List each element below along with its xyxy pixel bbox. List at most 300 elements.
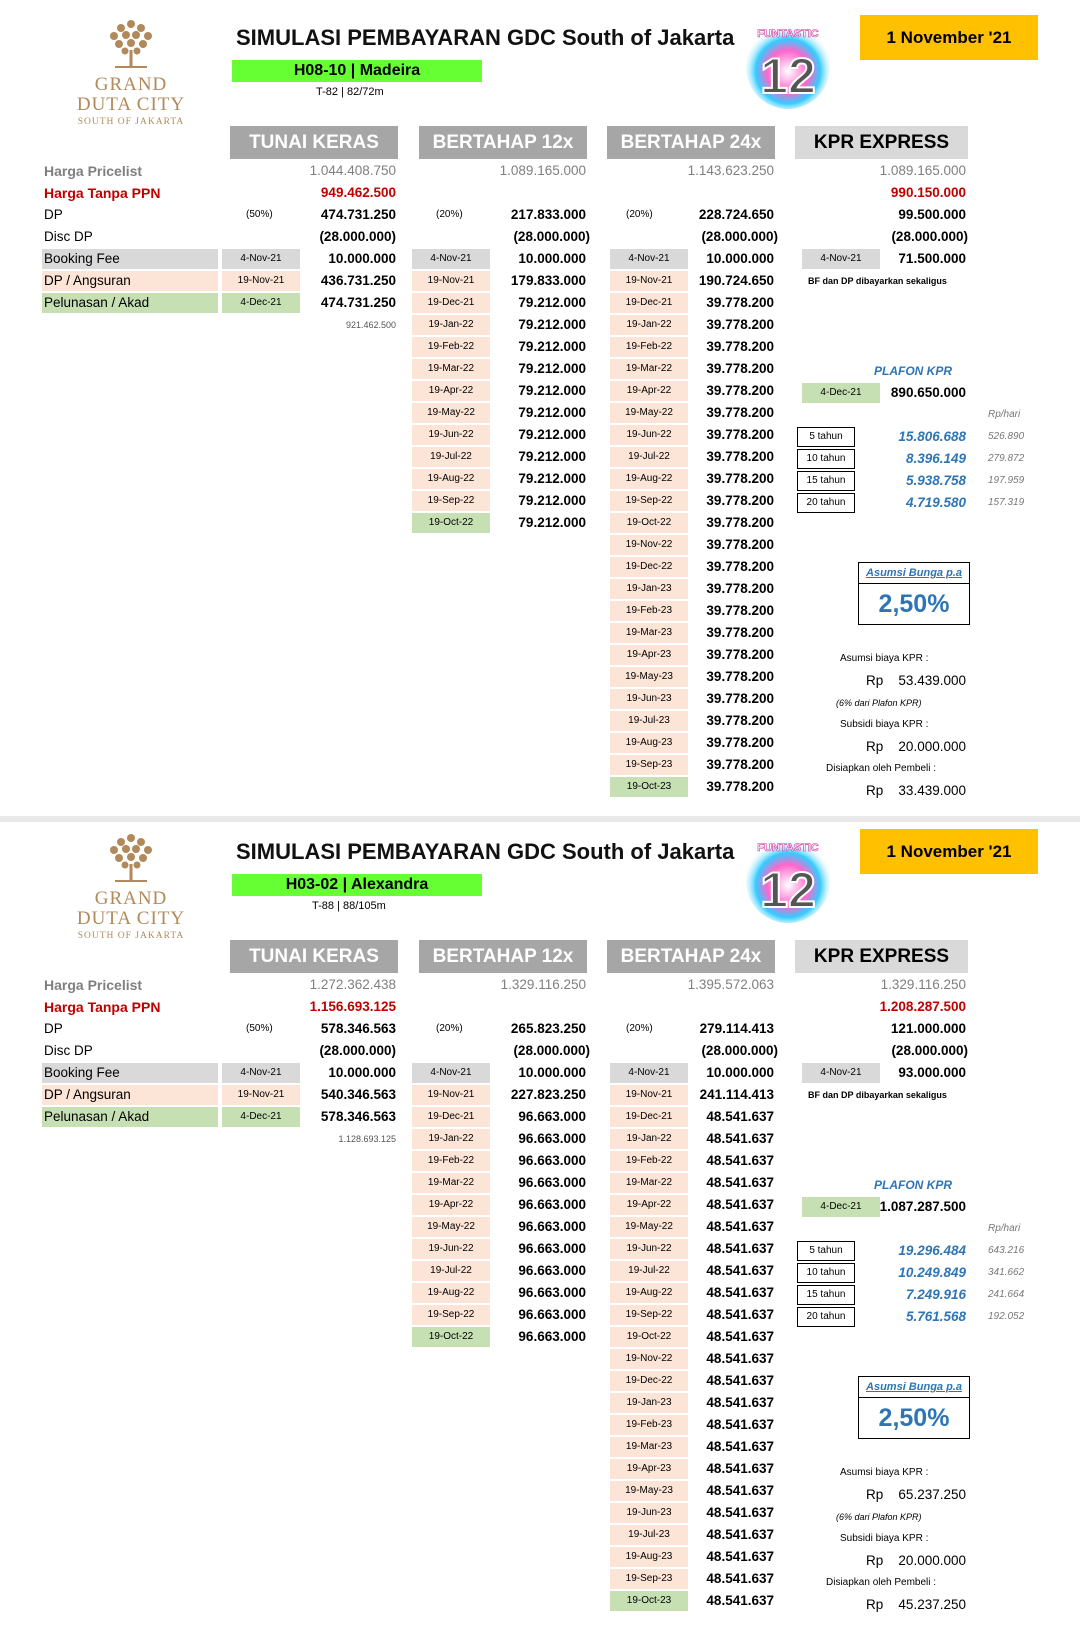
b12-disc-dp: (28.000.000): [513, 229, 590, 244]
interest-rate-box: [858, 562, 970, 625]
b12-angsuran: 227.823.250: [510, 1087, 586, 1102]
tunai-bf-date: 4-Nov-21: [222, 1063, 300, 1083]
b12-dp-percent: (20%): [436, 209, 463, 220]
b24-installment-amount: 48.541.637: [706, 1263, 774, 1278]
b12-installment-amount: 96.663.000: [518, 1131, 586, 1146]
b12-installment-date: 19-Oct-22: [412, 513, 490, 533]
logo-line-3: SOUTH OF JAKARTA: [77, 117, 185, 127]
b24-installment-date: 19-Dec-21: [610, 293, 688, 313]
tunai-akad: 474.731.250: [320, 295, 396, 310]
tunai-disc-dp: (28.000.000): [319, 1043, 396, 1058]
kpr-tenor-label: 15 tahun: [797, 1285, 855, 1305]
subsidy-rp: Rp: [866, 739, 884, 754]
b24-installment-amount: 39.778.200: [706, 471, 774, 486]
b24-installment-amount: 48.541.637: [706, 1571, 774, 1586]
b24-installment-date: 19-Jul-23: [610, 711, 688, 731]
b24-installment-amount: 48.541.637: [706, 1373, 774, 1388]
b12-disc-dp: (28.000.000): [513, 1043, 590, 1058]
b24-installment-amount: 39.778.200: [706, 537, 774, 552]
svg-text:FUNTASTIC: FUNTASTIC: [757, 28, 819, 40]
b24-installment-amount: 39.778.200: [706, 581, 774, 596]
label-booking-fee: Booking Fee: [42, 249, 218, 269]
kpr-plafon: 890.650.000: [890, 385, 966, 400]
b24-angsuran-date: 19-Nov-21: [610, 1085, 688, 1105]
b12-installment-amount: 96.663.000: [518, 1329, 586, 1344]
subsidy-label: Subsidi biaya KPR :: [840, 1533, 929, 1544]
b24-installment-amount: 48.541.637: [706, 1109, 774, 1124]
b24-bf-date: 4-Nov-21: [610, 249, 688, 269]
b24-installment-amount: 39.778.200: [706, 603, 774, 618]
sheet-title: SIMULASI PEMBAYARAN GDC South of Jakarta: [236, 25, 735, 50]
b12-angsuran-date: 19-Nov-21: [412, 271, 490, 291]
kpr-pricelist: 1.329.116.250: [880, 977, 966, 992]
b24-dp-percent: (20%): [626, 209, 653, 220]
b12-bf-date: 4-Nov-21: [412, 1063, 490, 1083]
buyer-rp: Rp: [866, 783, 884, 798]
b24-installment-amount: 48.541.637: [706, 1461, 774, 1476]
b12-installment-date: 19-Feb-22: [412, 1151, 490, 1171]
b12-installment-date: 19-Aug-22: [412, 469, 490, 489]
b12-installment-date: 19-Oct-22: [412, 1327, 490, 1347]
b12-angsuran: 179.833.000: [510, 273, 586, 288]
b12-installment-amount: 96.663.000: [518, 1153, 586, 1168]
b24-installment-date: 19-Oct-23: [610, 1591, 688, 1611]
b12-pricelist: 1.089.165.000: [499, 163, 586, 178]
kpr-monthly-installment: 4.719.580: [905, 495, 966, 510]
rate-value: 2,50%: [878, 590, 950, 618]
cost-note: (6% dari Plafon KPR): [836, 698, 922, 708]
b24-angsuran: 241.114.413: [699, 1087, 774, 1102]
b24-pricelist: 1.143.623.250: [687, 163, 774, 178]
kpr-plafon: 1.087.287.500: [879, 1199, 966, 1214]
header-bertahap-24x: BERTAHAP 24x: [607, 126, 775, 159]
tree-logo-icon: [101, 828, 161, 884]
header-kpr-express: KPR EXPRESS: [795, 940, 968, 973]
kpr-plafon-date: 4-Dec-21: [802, 1197, 880, 1217]
header-tunai-keras: TUNAI KERAS: [230, 940, 398, 973]
b12-pricelist: 1.329.116.250: [500, 977, 586, 992]
tunai-dp: 578.346.563: [320, 1021, 396, 1036]
b24-installment-date: 19-Jun-23: [610, 689, 688, 709]
b24-installment-date: 19-Jan-23: [610, 1393, 688, 1413]
subsidy-label: Subsidi biaya KPR :: [840, 719, 929, 730]
header-bertahap-12x: BERTAHAP 12x: [419, 126, 587, 159]
logo-line-3: SOUTH OF JAKARTA: [77, 931, 185, 941]
rate-label: Asumsi Bunga p.a: [859, 1377, 969, 1398]
b24-installment-date: 19-Aug-22: [610, 1283, 688, 1303]
b24-angsuran-date: 19-Nov-21: [610, 271, 688, 291]
b12-installment-date: 19-Jan-22: [412, 1129, 490, 1149]
label-dp-angsuran: DP / Angsuran: [42, 271, 218, 291]
cost-rp: Rp: [866, 1487, 884, 1502]
b12-dp: 265.823.250: [510, 1021, 586, 1036]
cost-label: Asumsi biaya KPR :: [840, 653, 929, 664]
b24-installment-amount: 39.778.200: [706, 757, 774, 772]
b24-installment-date: 19-Jul-23: [610, 1525, 688, 1545]
b12-installment-date: 19-Aug-22: [412, 1283, 490, 1303]
b24-installment-amount: 39.778.200: [706, 515, 774, 530]
b24-installment-date: 19-Oct-23: [610, 777, 688, 797]
b24-installment-amount: 48.541.637: [706, 1439, 774, 1454]
b24-installment-date: 19-May-22: [610, 403, 688, 423]
b12-installment-amount: 79.212.000: [518, 361, 586, 376]
b24-installment-amount: 39.778.200: [706, 559, 774, 574]
buyer-label: Disiapkan oleh Pembeli :: [826, 1577, 937, 1588]
subsidy-value: 20.000.000: [898, 739, 966, 754]
cost-value: 65.237.250: [898, 1487, 966, 1502]
b12-installment-amount: 96.663.000: [518, 1197, 586, 1212]
b12-installment-amount: 79.212.000: [518, 471, 586, 486]
label-dp-angsuran: DP / Angsuran: [42, 1085, 218, 1105]
label-booking-fee: Booking Fee: [42, 1063, 218, 1083]
b24-installment-amount: 39.778.200: [706, 449, 774, 464]
b24-disc-dp: (28.000.000): [701, 1043, 778, 1058]
kpr-perday-label: Rp/hari: [988, 409, 1021, 420]
b12-installment-amount: 96.663.000: [518, 1241, 586, 1256]
label-dp: DP: [44, 207, 63, 222]
kpr-daily-installment: 526.890: [988, 431, 1025, 442]
kpr-bf-note: BF dan DP dibayarkan sekaligus: [808, 1090, 947, 1100]
b24-installment-date: 19-Jun-22: [610, 425, 688, 445]
b24-installment-amount: 48.541.637: [706, 1417, 774, 1432]
b24-installment-date: 19-Apr-23: [610, 1459, 688, 1479]
b12-dp: 217.833.000: [510, 207, 586, 222]
b24-installment-amount: 48.541.637: [706, 1307, 774, 1322]
tunai-angsuran-date: 19-Nov-21: [222, 271, 300, 291]
b24-installment-date: 19-Jun-23: [610, 1503, 688, 1523]
tunai-tanpa-ppn: 949.462.500: [320, 185, 396, 200]
b24-installment-date: 19-Feb-23: [610, 601, 688, 621]
payment-sheet-2: [0, 814, 1080, 1632]
kpr-daily-installment: 197.959: [988, 475, 1025, 486]
b24-installment-date: 19-Aug-23: [610, 1547, 688, 1567]
b24-installment-amount: 48.541.637: [706, 1285, 774, 1300]
logo-line-2: DUTA CITY: [76, 94, 186, 115]
b12-booking-fee: 10.000.000: [518, 251, 586, 266]
b12-installment-amount: 79.212.000: [518, 493, 586, 508]
kpr-daily-installment: 241.664: [988, 1289, 1025, 1300]
cost-note: (6% dari Plafon KPR): [836, 1512, 922, 1522]
cost-label: Asumsi biaya KPR :: [840, 1467, 929, 1478]
b12-installment-date: 19-Dec-21: [412, 293, 490, 313]
kpr-daily-installment: 341.662: [988, 1267, 1025, 1278]
kpr-daily-installment: 279.872: [988, 453, 1025, 464]
kpr-tanpa-ppn: 1.208.287.500: [879, 999, 966, 1014]
kpr-tanpa-ppn: 990.150.000: [890, 185, 966, 200]
unit-type: T-82 | 82/72m: [316, 86, 384, 98]
tunai-pricelist: 1.272.362.438: [309, 977, 396, 992]
b24-installment-date: 19-Jul-22: [610, 447, 688, 467]
b24-installment-date: 19-Feb-22: [610, 1151, 688, 1171]
svg-text:FUNTASTIC: FUNTASTIC: [757, 842, 819, 854]
b12-installment-date: 19-Sep-22: [412, 1305, 490, 1325]
b24-installment-amount: 39.778.200: [706, 317, 774, 332]
kpr-pricelist: 1.089.165.000: [879, 163, 966, 178]
b12-installment-date: 19-Jul-22: [412, 447, 490, 467]
tunai-total: 921.462.500: [345, 320, 396, 330]
b24-installment-date: 19-Mar-23: [610, 1437, 688, 1457]
kpr-tenor-label: 20 tahun: [797, 493, 855, 513]
b12-installment-date: 19-Jun-22: [412, 425, 490, 445]
b24-installment-amount: 39.778.200: [706, 339, 774, 354]
b24-installment-amount: 48.541.637: [706, 1329, 774, 1344]
subsidy-value: 20.000.000: [898, 1553, 966, 1568]
b12-installment-amount: 96.663.000: [518, 1219, 586, 1234]
kpr-daily-installment: 192.052: [988, 1311, 1025, 1322]
header-tunai-keras: TUNAI KERAS: [230, 126, 398, 159]
tunai-bf-date: 4-Nov-21: [222, 249, 300, 269]
b24-installment-date: 19-Jan-23: [610, 579, 688, 599]
kpr-bf-date: 4-Nov-21: [802, 249, 880, 269]
label-disc-dp: Disc DP: [44, 229, 93, 244]
b24-installment-date: 19-Jan-22: [610, 1129, 688, 1149]
b12-bf-date: 4-Nov-21: [412, 249, 490, 269]
b12-installment-amount: 79.212.000: [518, 295, 586, 310]
kpr-monthly-installment: 15.806.688: [898, 429, 966, 444]
b12-installment-date: 19-Sep-22: [412, 491, 490, 511]
buyer-rp: Rp: [866, 1597, 884, 1612]
b24-installment-amount: 39.778.200: [706, 625, 774, 640]
tunai-akad-date: 4-Dec-21: [222, 1107, 300, 1127]
tunai-dp-percent: (50%): [246, 209, 273, 220]
b24-installment-amount: 39.778.200: [706, 669, 774, 684]
b24-installment-amount: 48.541.637: [706, 1395, 774, 1410]
b24-installment-date: 19-Oct-22: [610, 1327, 688, 1347]
b12-installment-amount: 96.663.000: [518, 1109, 586, 1124]
b24-installment-date: 19-May-23: [610, 1481, 688, 1501]
b24-bf-date: 4-Nov-21: [610, 1063, 688, 1083]
b12-installment-date: 19-May-22: [412, 1217, 490, 1237]
kpr-monthly-installment: 5.761.568: [905, 1309, 966, 1324]
cost-rp: Rp: [866, 673, 884, 688]
tunai-booking-fee: 10.000.000: [328, 1065, 396, 1080]
kpr-dp: 99.500.000: [898, 207, 966, 222]
b12-installment-date: 19-Jan-22: [412, 315, 490, 335]
b12-installment-amount: 96.663.000: [518, 1175, 586, 1190]
b12-installment-date: 19-Jul-22: [412, 1261, 490, 1281]
b24-installment-date: 19-Jun-22: [610, 1239, 688, 1259]
b24-installment-date: 19-Sep-23: [610, 1569, 688, 1589]
kpr-perday-label: Rp/hari: [988, 1223, 1021, 1234]
rate-label: Asumsi Bunga p.a: [859, 563, 969, 584]
grand-duta-city-logo: [66, 14, 196, 134]
b24-dp: 279.114.413: [699, 1021, 774, 1036]
label-harga-tanpa-ppn: Harga Tanpa PPN: [44, 185, 161, 201]
b24-installment-date: 19-Mar-22: [610, 1173, 688, 1193]
kpr-daily-installment: 643.216: [988, 1245, 1025, 1256]
tunai-disc-dp: (28.000.000): [319, 229, 396, 244]
b24-installment-date: 19-Feb-23: [610, 1415, 688, 1435]
b12-dp-percent: (20%): [436, 1023, 463, 1034]
tunai-angsuran: 436.731.250: [320, 273, 396, 288]
b12-installment-amount: 79.212.000: [518, 449, 586, 464]
buyer-label: Disiapkan oleh Pembeli :: [826, 763, 937, 774]
svg-text:12: 12: [760, 862, 816, 918]
b24-installment-amount: 48.541.637: [706, 1505, 774, 1520]
tunai-pricelist: 1.044.408.750: [309, 163, 396, 178]
b24-installment-amount: 39.778.200: [706, 493, 774, 508]
buyer-value: 45.237.250: [898, 1597, 966, 1612]
b24-installment-date: 19-Mar-23: [610, 623, 688, 643]
label-dp: DP: [44, 1021, 63, 1036]
b12-installment-amount: 79.212.000: [518, 317, 586, 332]
label-harga-pricelist: Harga Pricelist: [44, 977, 143, 993]
kpr-bf-date: 4-Nov-21: [802, 1063, 880, 1083]
b24-installment-date: 19-Nov-22: [610, 535, 688, 555]
b12-installment-amount: 96.663.000: [518, 1263, 586, 1278]
b24-installment-amount: 39.778.200: [706, 647, 774, 662]
b12-installment-date: 19-Feb-22: [412, 337, 490, 357]
b24-installment-amount: 48.541.637: [706, 1241, 774, 1256]
grand-duta-city-logo: [66, 828, 196, 948]
b24-installment-date: 19-Dec-21: [610, 1107, 688, 1127]
kpr-booking-fee: 71.500.000: [898, 251, 966, 266]
b12-installment-amount: 79.212.000: [518, 515, 586, 530]
b24-installment-amount: 39.778.200: [706, 735, 774, 750]
kpr-plafon-label: PLAFON KPR: [874, 364, 952, 378]
b24-installment-date: 19-Sep-22: [610, 491, 688, 511]
b24-installment-amount: 48.541.637: [706, 1593, 774, 1608]
b12-installment-amount: 79.212.000: [518, 405, 586, 420]
b12-installment-amount: 96.663.000: [518, 1307, 586, 1322]
kpr-monthly-installment: 10.249.849: [898, 1265, 966, 1280]
b24-installment-amount: 48.541.637: [706, 1549, 774, 1564]
tunai-tanpa-ppn: 1.156.693.125: [309, 999, 396, 1014]
b24-installment-date: 19-Nov-22: [610, 1349, 688, 1369]
b24-installment-date: 19-May-23: [610, 667, 688, 687]
funtastic-12-badge: [744, 15, 832, 111]
kpr-booking-fee: 93.000.000: [898, 1065, 966, 1080]
kpr-monthly-installment: 5.938.758: [905, 473, 966, 488]
sheet-title: SIMULASI PEMBAYARAN GDC South of Jakarta: [236, 839, 735, 864]
b24-installment-amount: 48.541.637: [706, 1175, 774, 1190]
kpr-dp: 121.000.000: [890, 1021, 966, 1036]
rate-value: 2,50%: [878, 1404, 950, 1432]
kpr-plafon-label: PLAFON KPR: [874, 1178, 952, 1192]
b24-dp-percent: (20%): [626, 1023, 653, 1034]
interest-rate-box: [858, 1376, 970, 1439]
b24-installment-amount: 48.541.637: [706, 1483, 774, 1498]
b24-installment-amount: 39.778.200: [706, 383, 774, 398]
b24-installment-date: 19-Mar-22: [610, 359, 688, 379]
subsidy-rp: Rp: [866, 1553, 884, 1568]
kpr-monthly-installment: 8.396.149: [905, 451, 966, 466]
tree-logo-icon: [101, 14, 161, 70]
date-box: 1 November '21: [860, 15, 1038, 60]
kpr-tenor-label: 20 tahun: [797, 1307, 855, 1327]
b12-installment-amount: 79.212.000: [518, 383, 586, 398]
b12-installment-amount: 79.212.000: [518, 427, 586, 442]
b24-installment-amount: 48.541.637: [706, 1527, 774, 1542]
b24-installment-amount: 39.778.200: [706, 405, 774, 420]
b24-installment-date: 19-Aug-23: [610, 733, 688, 753]
kpr-tenor-label: 5 tahun: [797, 427, 855, 447]
label-pelunasan-akad: Pelunasan / Akad: [42, 1107, 218, 1127]
tunai-angsuran: 540.346.563: [320, 1087, 396, 1102]
kpr-tenor-label: 5 tahun: [797, 1241, 855, 1261]
kpr-disc-dp: (28.000.000): [891, 1043, 968, 1058]
b24-installment-date: 19-Dec-22: [610, 557, 688, 577]
b24-pricelist: 1.395.572.063: [687, 977, 774, 992]
b12-installment-date: 19-Mar-22: [412, 359, 490, 379]
b24-angsuran: 190.724.650: [698, 273, 774, 288]
tunai-total: 1.128.693.125: [338, 1134, 396, 1144]
payment-sheet-1: [0, 0, 1080, 800]
label-harga-tanpa-ppn: Harga Tanpa PPN: [44, 999, 161, 1015]
b24-installment-date: 19-Jul-22: [610, 1261, 688, 1281]
b24-installment-amount: 48.541.637: [706, 1153, 774, 1168]
label-pelunasan-akad: Pelunasan / Akad: [42, 293, 218, 313]
unit-name: H08-10 | Madeira: [232, 60, 482, 82]
b24-installment-amount: 39.778.200: [706, 361, 774, 376]
kpr-bf-note: BF dan DP dibayarkan sekaligus: [808, 276, 947, 286]
b12-booking-fee: 10.000.000: [518, 1065, 586, 1080]
b24-installment-amount: 48.541.637: [706, 1197, 774, 1212]
unit-name: H03-02 | Alexandra: [232, 874, 482, 896]
unit-type: T-88 | 88/105m: [312, 900, 386, 912]
date-box: 1 November '21: [860, 829, 1038, 874]
b24-installment-date: 19-Feb-22: [610, 337, 688, 357]
b12-angsuran-date: 19-Nov-21: [412, 1085, 490, 1105]
b24-installment-date: 19-Aug-22: [610, 469, 688, 489]
b24-installment-date: 19-Oct-22: [610, 513, 688, 533]
b12-installment-amount: 96.663.000: [518, 1285, 586, 1300]
b24-installment-date: 19-Dec-22: [610, 1371, 688, 1391]
kpr-tenor-label: 10 tahun: [797, 1263, 855, 1283]
b24-installment-amount: 39.778.200: [706, 295, 774, 310]
b12-installment-date: 19-Dec-21: [412, 1107, 490, 1127]
b24-installment-amount: 48.541.637: [706, 1219, 774, 1234]
kpr-plafon-date: 4-Dec-21: [802, 383, 880, 403]
kpr-tenor-label: 10 tahun: [797, 449, 855, 469]
b24-installment-date: 19-May-22: [610, 1217, 688, 1237]
kpr-daily-installment: 157.319: [988, 497, 1025, 508]
tunai-booking-fee: 10.000.000: [328, 251, 396, 266]
b12-installment-amount: 79.212.000: [518, 339, 586, 354]
b24-installment-date: 19-Sep-23: [610, 755, 688, 775]
tunai-dp-percent: (50%): [246, 1023, 273, 1034]
b24-booking-fee: 10.000.000: [706, 251, 774, 266]
b24-installment-date: 19-Jan-22: [610, 315, 688, 335]
tunai-angsuran-date: 19-Nov-21: [222, 1085, 300, 1105]
header-bertahap-24x: BERTAHAP 24x: [607, 940, 775, 973]
b12-installment-date: 19-May-22: [412, 403, 490, 423]
kpr-tenor-label: 15 tahun: [797, 471, 855, 491]
header-kpr-express: KPR EXPRESS: [795, 126, 968, 159]
b24-installment-amount: 39.778.200: [706, 691, 774, 706]
b12-installment-date: 19-Mar-22: [412, 1173, 490, 1193]
tunai-dp: 474.731.250: [320, 207, 396, 222]
b12-installment-date: 19-Jun-22: [412, 1239, 490, 1259]
logo-line-2: DUTA CITY: [76, 908, 186, 929]
kpr-monthly-installment: 19.296.484: [898, 1243, 966, 1258]
b24-installment-date: 19-Sep-22: [610, 1305, 688, 1325]
b24-dp: 228.724.650: [698, 207, 774, 222]
b24-installment-date: 19-Apr-22: [610, 381, 688, 401]
funtastic-12-badge: [744, 829, 832, 925]
b24-installment-amount: 39.778.200: [706, 427, 774, 442]
label-harga-pricelist: Harga Pricelist: [44, 163, 143, 179]
kpr-monthly-installment: 7.249.916: [905, 1287, 966, 1302]
svg-text:12: 12: [760, 48, 816, 104]
tunai-akad: 578.346.563: [320, 1109, 396, 1124]
tunai-akad-date: 4-Dec-21: [222, 293, 300, 313]
kpr-disc-dp: (28.000.000): [891, 229, 968, 244]
label-disc-dp: Disc DP: [44, 1043, 93, 1058]
b24-installment-amount: 39.778.200: [706, 713, 774, 728]
b24-installment-amount: 48.541.637: [706, 1351, 774, 1366]
b24-disc-dp: (28.000.000): [701, 229, 778, 244]
